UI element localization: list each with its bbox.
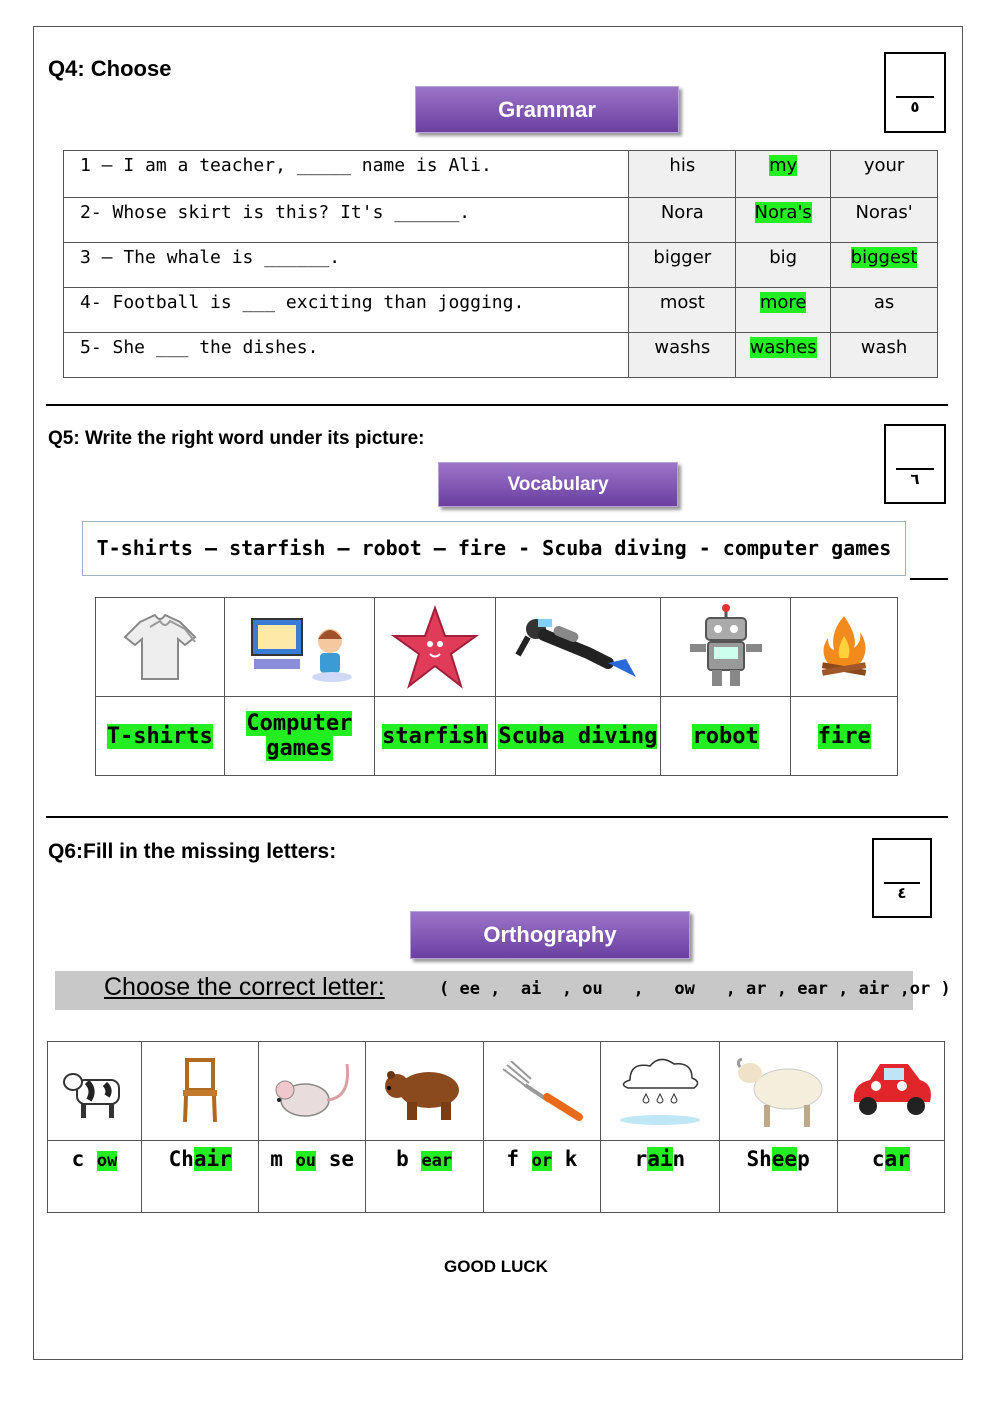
grammar-option[interactable]: bigger bbox=[629, 243, 736, 288]
missing-letters: ear bbox=[421, 1151, 453, 1171]
grammar-option[interactable]: as bbox=[831, 288, 938, 333]
good-luck-footer: GOOD LUCK bbox=[444, 1257, 548, 1276]
grammar-row bbox=[64, 333, 938, 378]
ortho-word-cell[interactable] bbox=[259, 1141, 365, 1213]
fire-icon bbox=[791, 612, 897, 682]
q5-score: ٦ bbox=[910, 470, 920, 488]
robot-icon bbox=[661, 604, 791, 690]
ortho-word: m ou se bbox=[270, 1147, 354, 1171]
underline-mark bbox=[910, 578, 948, 580]
ortho-word: car bbox=[871, 1147, 910, 1171]
vocab-answer: Scuba diving bbox=[498, 723, 658, 749]
ortho-word: Sheep bbox=[746, 1147, 810, 1171]
vocabulary-banner: Vocabulary bbox=[438, 462, 678, 507]
vocab-answer: T-shirts bbox=[106, 723, 213, 749]
missing-letters: ai bbox=[647, 1147, 673, 1171]
cow-icon bbox=[48, 1060, 141, 1122]
vocab-answer-cell[interactable] bbox=[96, 697, 225, 776]
divider-1 bbox=[46, 404, 948, 406]
vocab-picture-cell bbox=[660, 598, 791, 697]
vocabulary-table bbox=[95, 597, 898, 776]
ortho-picture-cell bbox=[601, 1042, 719, 1141]
grammar-question: 4- Football is ___ exciting than jogging. bbox=[64, 288, 629, 333]
ortho-word-cell[interactable] bbox=[141, 1141, 259, 1213]
vocab-answer-cell[interactable] bbox=[375, 697, 496, 776]
ortho-picture-cell bbox=[719, 1042, 837, 1141]
ortho-word: rain bbox=[634, 1147, 686, 1171]
ortho-word-cell[interactable] bbox=[483, 1141, 601, 1213]
grammar-table bbox=[63, 150, 938, 378]
grammar-option[interactable]: his bbox=[629, 151, 736, 198]
divider-2 bbox=[46, 816, 948, 818]
ortho-word: b ear bbox=[396, 1147, 453, 1171]
missing-letters: ow bbox=[96, 1151, 118, 1171]
q5-title: Q5: Write the right word under its picture: bbox=[48, 428, 425, 449]
vocab-picture-cell bbox=[791, 598, 898, 697]
q6-score: ٤ bbox=[897, 884, 907, 902]
vocab-picture-cell bbox=[224, 598, 375, 697]
grammar-row bbox=[64, 198, 938, 243]
grammar-option[interactable]: washes bbox=[736, 333, 831, 378]
grammar-option[interactable]: washs bbox=[629, 333, 736, 378]
vocab-picture-cell bbox=[96, 598, 225, 697]
grammar-banner: Grammar bbox=[415, 86, 679, 133]
ortho-word-cell[interactable] bbox=[48, 1141, 142, 1213]
vocab-answer-cell[interactable] bbox=[660, 697, 791, 776]
missing-letters: air bbox=[193, 1147, 232, 1171]
grammar-option[interactable]: big bbox=[736, 243, 831, 288]
missing-letters: ee bbox=[771, 1147, 798, 1171]
ortho-word: c ow bbox=[71, 1147, 118, 1171]
vocab-answer-cell[interactable] bbox=[224, 697, 375, 776]
grammar-question: 1 – I am a teacher, _____ name is Ali. bbox=[64, 151, 629, 198]
q5-score-box bbox=[884, 424, 946, 504]
grammar-option[interactable]: Noras' bbox=[831, 198, 938, 243]
rain-icon bbox=[601, 1054, 718, 1128]
vocab-picture-cell bbox=[496, 598, 661, 697]
grammar-option[interactable]: biggest bbox=[831, 243, 938, 288]
instruction-bar bbox=[55, 971, 951, 1010]
ortho-word-cell[interactable] bbox=[719, 1141, 837, 1213]
orthography-banner: Orthography bbox=[410, 911, 690, 959]
grammar-option[interactable]: my bbox=[736, 151, 831, 198]
ortho-picture-cell bbox=[141, 1042, 259, 1141]
vocab-answer-cell[interactable] bbox=[791, 697, 898, 776]
vocab-answer-cell[interactable] bbox=[496, 697, 661, 776]
vocab-answer: robot bbox=[692, 723, 759, 749]
ortho-word: f or k bbox=[506, 1147, 578, 1171]
vocab-answer: starfish bbox=[382, 723, 489, 749]
ortho-picture-cell bbox=[483, 1042, 601, 1141]
grammar-row bbox=[64, 288, 938, 333]
letter-options: ( ee , ai , ou , ow , ar , ear , air ,or ) bbox=[439, 979, 951, 999]
vocab-answer: Computer games bbox=[246, 711, 353, 761]
missing-letters: ar bbox=[884, 1147, 910, 1171]
sheep-icon bbox=[720, 1051, 837, 1131]
q4-score: ٥ bbox=[910, 98, 920, 116]
chair-icon bbox=[142, 1056, 259, 1126]
ortho-picture-cell bbox=[365, 1042, 483, 1141]
vocab-answer: fire bbox=[817, 723, 871, 749]
scuba-diver-icon bbox=[496, 607, 660, 687]
grammar-question: 5- She ___ the dishes. bbox=[64, 333, 629, 378]
missing-letters: or bbox=[531, 1151, 553, 1171]
word-bank: T-shirts – starfish – robot – fire - Scuba diving - computer games bbox=[82, 521, 906, 576]
q6-title: Q6:Fill in the missing letters: bbox=[48, 840, 337, 863]
tshirts-icon bbox=[96, 607, 224, 687]
ortho-word-cell[interactable] bbox=[601, 1141, 719, 1213]
instruction-text: Choose the correct letter: bbox=[104, 973, 385, 1001]
grammar-row bbox=[64, 243, 938, 288]
grammar-option[interactable]: most bbox=[629, 288, 736, 333]
computer-games-icon bbox=[225, 607, 375, 687]
fork-icon bbox=[484, 1061, 601, 1121]
grammar-option[interactable]: Nora bbox=[629, 198, 736, 243]
vocab-picture-cell bbox=[375, 598, 496, 697]
car-icon bbox=[838, 1056, 944, 1126]
grammar-question: 2- Whose skirt is this? It's ______. bbox=[64, 198, 629, 243]
q4-title: Q4: Choose bbox=[48, 56, 172, 81]
ortho-word: Chair bbox=[168, 1147, 232, 1171]
bear-icon bbox=[366, 1056, 483, 1126]
orthography-table bbox=[47, 1041, 945, 1213]
grammar-option[interactable]: Nora's bbox=[736, 198, 831, 243]
grammar-row bbox=[64, 151, 938, 198]
ortho-word-cell[interactable] bbox=[365, 1141, 483, 1213]
q6-score-box bbox=[872, 838, 932, 918]
mouse-icon bbox=[259, 1054, 364, 1128]
ortho-word-cell[interactable] bbox=[837, 1141, 944, 1213]
ortho-picture-cell bbox=[259, 1042, 365, 1141]
grammar-option[interactable]: your bbox=[831, 151, 938, 198]
q4-score-box bbox=[884, 52, 946, 133]
grammar-option[interactable]: more bbox=[736, 288, 831, 333]
grammar-option[interactable]: wash bbox=[831, 333, 938, 378]
starfish-icon bbox=[375, 604, 495, 690]
missing-letters: ou bbox=[295, 1151, 317, 1171]
ortho-picture-cell bbox=[837, 1042, 944, 1141]
ortho-picture-cell bbox=[48, 1042, 142, 1141]
grammar-question: 3 – The whale is ______. bbox=[64, 243, 629, 288]
